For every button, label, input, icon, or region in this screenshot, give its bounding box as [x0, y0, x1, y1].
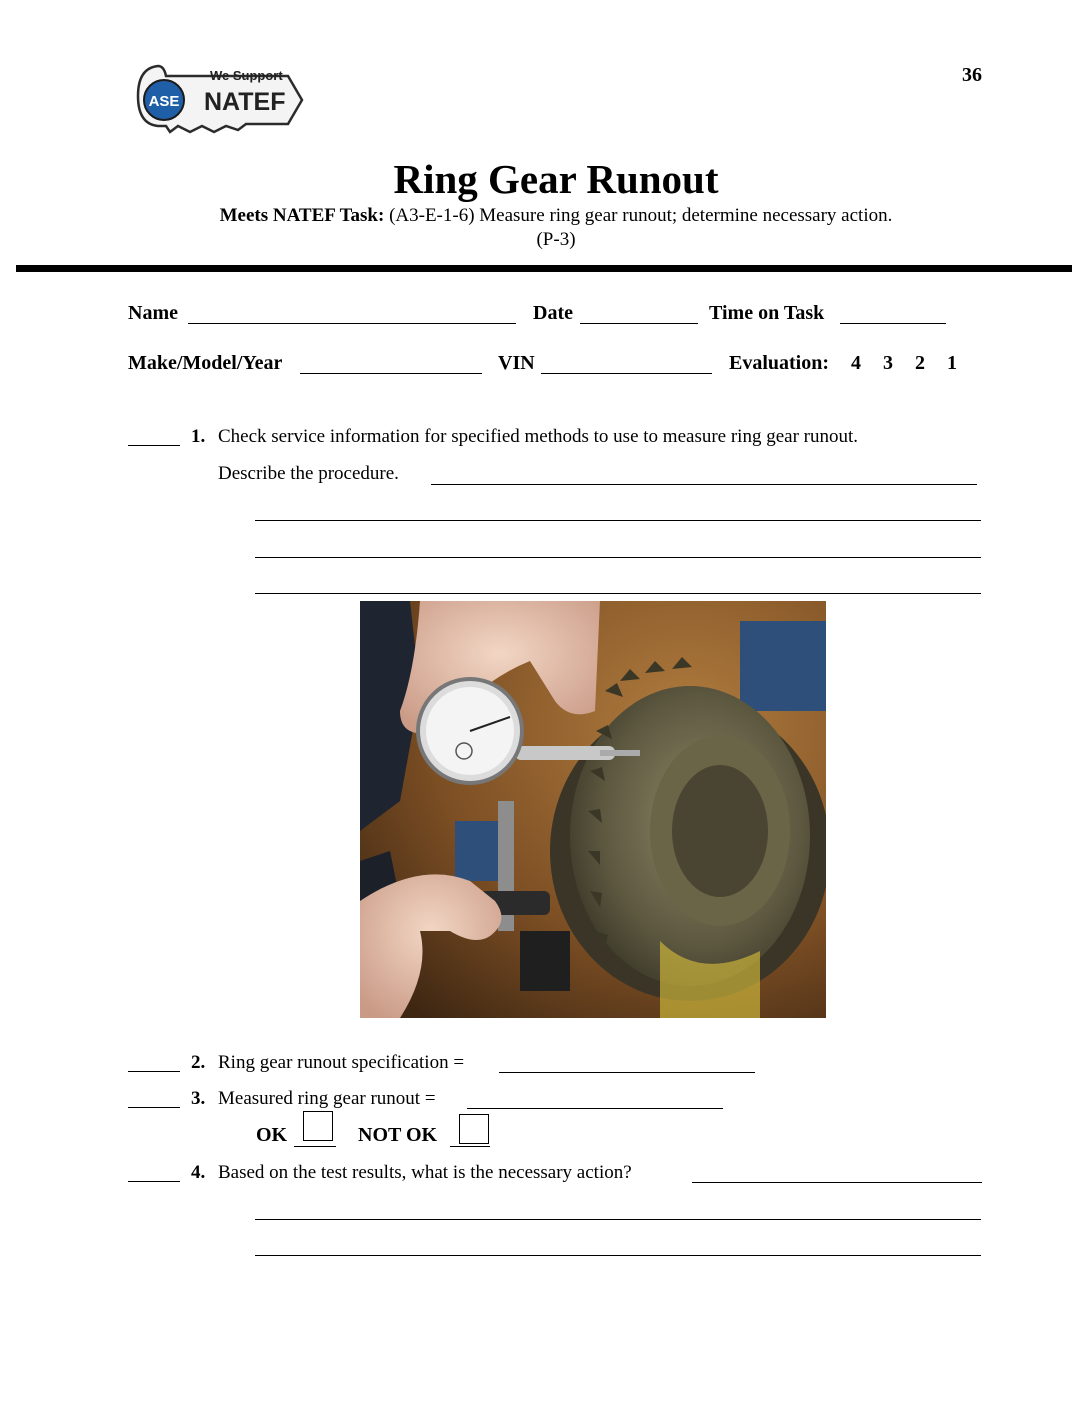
measured-runout-field[interactable] [467, 1108, 723, 1109]
question-1-text: Check service information for specified methods to use to measure ring gear runout. [218, 426, 858, 447]
vin-field[interactable] [541, 373, 712, 374]
question-3-number: 3. [191, 1088, 206, 1109]
not-ok-underline [450, 1146, 490, 1147]
vin-label: VIN [498, 352, 535, 374]
time-on-task-field[interactable] [840, 323, 946, 324]
answer-line[interactable] [692, 1182, 982, 1183]
question-2-text: Ring gear runout specification = [218, 1052, 465, 1073]
make-model-year-label: Make/Model/Year [128, 352, 283, 374]
task-label: Meets NATEF Task: [219, 205, 385, 226]
ok-checkbox[interactable] [303, 1111, 333, 1141]
header-divider [16, 265, 1072, 272]
answer-line[interactable] [255, 1255, 981, 1256]
task-priority: (P-3) [536, 229, 576, 250]
question-2-check-blank[interactable] [128, 1071, 180, 1072]
page-title: Ring Gear Runout [393, 156, 719, 202]
name-label: Name [128, 302, 178, 324]
question-3-text: Measured ring gear runout = [218, 1088, 436, 1109]
evaluation-label: Evaluation: [729, 352, 830, 374]
question-1-number: 1. [191, 426, 206, 447]
task-description: (A3-E-1-6) Measure ring gear runout; determine necessary action. [389, 205, 893, 226]
evaluation-score-2[interactable]: 2 [915, 352, 925, 374]
make-model-year-field[interactable] [300, 373, 482, 374]
ase-badge-text: ASE [148, 93, 180, 110]
not-ok-checkbox[interactable] [459, 1114, 489, 1144]
question-4-check-blank[interactable] [128, 1181, 180, 1182]
question-1-check-blank[interactable] [128, 445, 180, 446]
natef-task-line [0, 204, 1088, 228]
natef-task [0, 204, 1088, 252]
date-label: Date [533, 302, 573, 324]
evaluation-score-4[interactable]: 4 [851, 352, 861, 374]
name-field[interactable] [188, 323, 516, 324]
we-support-text: We Support [210, 68, 283, 83]
date-field[interactable] [580, 323, 698, 324]
evaluation-score-1[interactable]: 1 [947, 352, 957, 374]
evaluation-score-3[interactable]: 3 [883, 352, 893, 374]
ring-gear-dial-indicator-photo [360, 601, 826, 1018]
not-ok-label: NOT OK [358, 1124, 438, 1146]
question-1-subtext: Describe the procedure. [218, 463, 399, 484]
answer-line[interactable] [431, 484, 977, 485]
ok-label: OK [256, 1124, 288, 1146]
ase-natef-logo [130, 60, 305, 146]
question-4-number: 4. [191, 1162, 206, 1183]
time-on-task-label: Time on Task [709, 302, 825, 324]
specification-field[interactable] [499, 1072, 755, 1073]
question-4-text: Based on the test results, what is the necessary action? [218, 1162, 632, 1183]
answer-line[interactable] [255, 557, 981, 558]
answer-line[interactable] [255, 520, 981, 521]
page-number: 36 [962, 64, 982, 86]
natef-text: NATEF [204, 88, 286, 116]
question-3-check-blank[interactable] [128, 1107, 180, 1108]
question-2-number: 2. [191, 1052, 206, 1073]
ok-underline [294, 1146, 336, 1147]
answer-line[interactable] [255, 1219, 981, 1220]
answer-line[interactable] [255, 593, 981, 594]
